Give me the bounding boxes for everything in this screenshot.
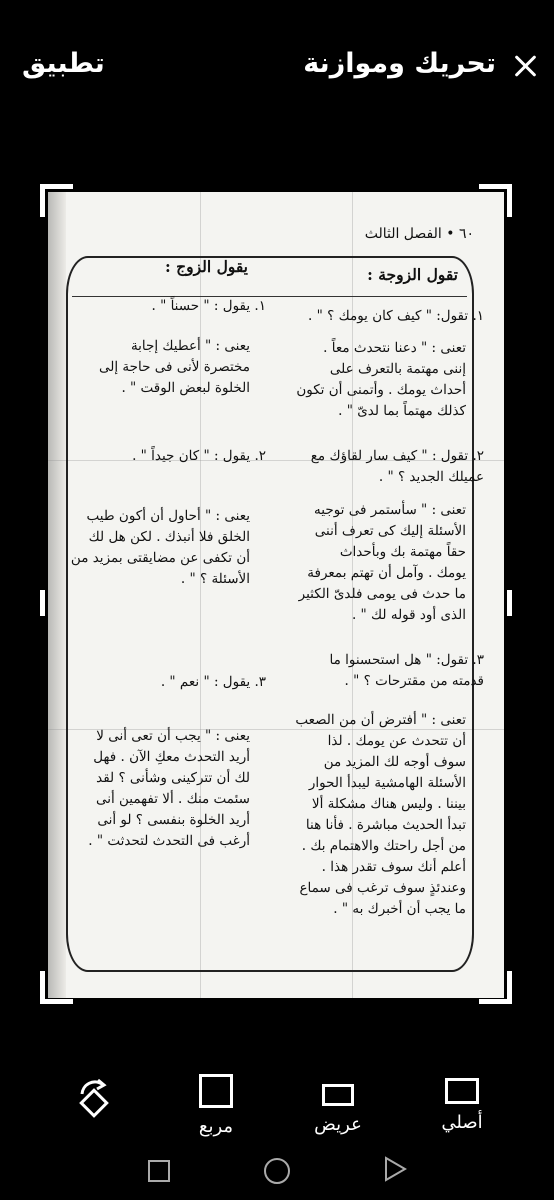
- original-ratio-icon: [445, 1078, 479, 1104]
- top-bar: [0, 0, 554, 140]
- wife-meaning-2: تعنى : " سأستمر فى توجيه الأسئلة إليك كى تعرف أننى حقاً مهتمة بك وبأحداث يومك . وآمل أن تهتم بمعرفة ما حدث فى يومى فلدىّ الكثير الذى أود قوله لك " .: [298, 502, 466, 623]
- square-ratio-icon: [199, 1074, 233, 1108]
- book-spine-shadow: [48, 192, 66, 998]
- crop-handle-left[interactable]: [40, 590, 45, 616]
- page-header: ٦٠ • الفصل الثالث: [364, 226, 474, 242]
- husband-meaning-3: يعنى : " يجب أن تعى أنى لا أريد التحدث معكِ الآن . فهل لك أن تتركينى وشأنى ؟ لقد سئمت منك . ألا تفهمين أنى أريد الخلوة بنفسى ؟ لو أنى أرغب فى التحدث لتحدثت " .: [88, 728, 250, 849]
- screen-title: تحريك وموازنة: [303, 48, 496, 79]
- husband-entry-3: ٣. يقول : " نعم " .: [160, 674, 266, 690]
- crop-handle-bottom-left[interactable]: [40, 971, 73, 1004]
- home-circle-icon[interactable]: [264, 1158, 290, 1184]
- crop-handle-right[interactable]: [507, 590, 512, 616]
- original-ratio-button[interactable]: [434, 1076, 490, 1133]
- husband-entry-2: ٢. يقول : " كان جيداً " .: [132, 448, 266, 464]
- husband-heading: يقول الزوج :: [164, 257, 248, 276]
- wife-heading: تقول الزوجة :: [367, 265, 458, 284]
- square-ratio-button[interactable]: [190, 1074, 242, 1137]
- wide-ratio-label: عريض: [314, 1114, 362, 1135]
- crop-handle-top-right[interactable]: [479, 184, 512, 217]
- wife-entry-2: ٢. تقول : " كيف سار لقاؤك مع عميلك الجديد ؟ " .: [310, 448, 484, 485]
- wide-ratio-icon: [322, 1084, 354, 1106]
- square-ratio-label: مربع: [198, 1116, 234, 1137]
- back-triangle-icon[interactable]: [384, 1156, 408, 1186]
- rotate-icon[interactable]: [76, 1078, 114, 1118]
- wife-entry-3: ٣. تقول: " هل استحسنوا ما قدمته من مقترحات ؟ " .: [329, 652, 484, 689]
- wife-entry-1: ١. تقول: " كيف كان يومك ؟ " .: [308, 308, 484, 324]
- apply-button[interactable]: تطبيق: [22, 48, 105, 79]
- husband-meaning-1: يعنى : " أعطيك إجابة مختصرة لأنى فى حاجة إلى الخلوة لبعض الوقت " .: [99, 338, 250, 396]
- crop-handle-top-left[interactable]: [40, 184, 73, 217]
- husband-meaning-2: يعنى : " أحاول أن أكون طيب الخلق فلا أنبذك . لكن هل لك أن تكفى عن مضايقتى بمزيد من الأسئلة ؟ " .: [70, 508, 250, 587]
- wide-ratio-button[interactable]: [308, 1080, 368, 1135]
- crop-handle-bottom-right[interactable]: [479, 971, 512, 1004]
- document-image[interactable]: [48, 192, 504, 998]
- original-ratio-label: أصلي: [441, 1112, 483, 1133]
- husband-entry-1: ١. يقول : " حسناً " .: [151, 298, 266, 314]
- wife-meaning-3: تعنى : " أفترض أن من الصعب أن تتحدث عن يومك . لذا سوف أوجه لك المزيد من الأسئلة الهامشية ليبدأ الحوار بيننا . وليس هناك مشكلة ألا تبدأ الحديث مباشرة . فأنا هنا من أجل راحتك والاهتمام بك . أعلم أنك سوف تقدر هذا . وعندئذٍ سوف ترغب فى سماع ما يجب أن أخبرك به " .: [295, 712, 466, 917]
- close-icon[interactable]: [512, 52, 540, 80]
- wife-meaning-1: تعنى : " دعنا نتحدث معاً . إننى مهتمة بالتعرف على أحداث يومك . وأتمنى أن تكون كذلك مهتماً بما لدىّ " .: [296, 340, 466, 419]
- recents-square-icon[interactable]: [148, 1160, 170, 1182]
